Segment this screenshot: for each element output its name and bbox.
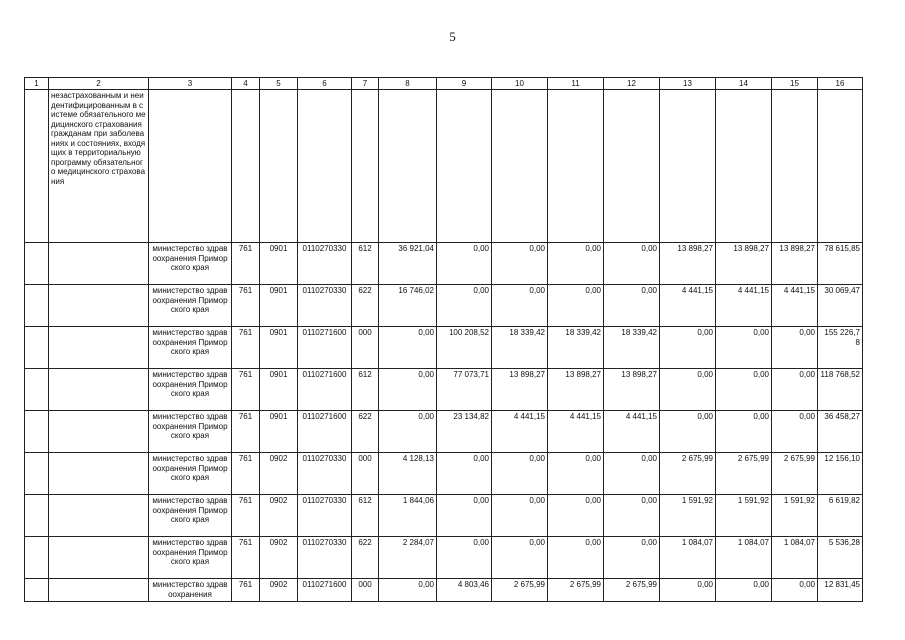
amount-cell: 77 073,71 xyxy=(437,369,492,411)
amount-cell: 16 746,02 xyxy=(379,285,437,327)
amount-cell: 4 441,15 xyxy=(660,285,716,327)
empty-cell xyxy=(49,579,149,602)
amount-cell: 0,00 xyxy=(379,369,437,411)
header-cell: 8 xyxy=(379,78,437,90)
empty-cell xyxy=(260,90,298,243)
header-cell: 2 xyxy=(49,78,149,90)
table-row xyxy=(25,495,863,537)
amount-cell: 2 675,99 xyxy=(548,579,604,602)
header-cell: 14 xyxy=(716,78,772,90)
amount-cell: 0,00 xyxy=(604,453,660,495)
description-cell: незастрахованным и неидентифицированным в системе обязательного медицинского страхования гражданам при заболеваниях и состояниях, входящих в территориальную программу обязательного медицинского страхования xyxy=(49,90,149,243)
section-code-cell: 0901 xyxy=(260,243,298,285)
header-cell: 5 xyxy=(260,78,298,90)
empty-cell xyxy=(716,90,772,243)
header-cell: 9 xyxy=(437,78,492,90)
total-cell: 155 226,78 xyxy=(818,327,863,369)
empty-cell xyxy=(25,327,49,369)
organization-cell: министерство здравоохранения Приморского края xyxy=(149,537,232,579)
expense-type-cell: 612 xyxy=(352,495,379,537)
expense-type-cell: 000 xyxy=(352,579,379,602)
amount-cell: 0,00 xyxy=(437,495,492,537)
empty-cell xyxy=(772,90,818,243)
target-article-cell: 0110271600 xyxy=(298,327,352,369)
header-cell: 3 xyxy=(149,78,232,90)
amount-cell: 36 921,04 xyxy=(379,243,437,285)
empty-cell xyxy=(25,537,49,579)
empty-cell xyxy=(25,369,49,411)
empty-cell xyxy=(352,90,379,243)
amount-cell: 0,00 xyxy=(604,243,660,285)
amount-cell: 0,00 xyxy=(548,453,604,495)
amount-cell: 13 898,27 xyxy=(604,369,660,411)
target-article-cell: 0110271600 xyxy=(298,369,352,411)
empty-cell xyxy=(49,495,149,537)
amount-cell: 4 128,13 xyxy=(379,453,437,495)
chapter-code-cell: 761 xyxy=(232,411,260,453)
header-cell: 16 xyxy=(818,78,863,90)
amount-cell: 0,00 xyxy=(660,579,716,602)
table-row xyxy=(25,579,863,602)
total-cell: 12 156,10 xyxy=(818,453,863,495)
section-code-cell: 0902 xyxy=(260,495,298,537)
amount-cell: 18 339,42 xyxy=(604,327,660,369)
empty-cell xyxy=(49,537,149,579)
table-row xyxy=(25,537,863,579)
expense-type-cell: 612 xyxy=(352,369,379,411)
amount-cell: 100 208,52 xyxy=(437,327,492,369)
empty-cell xyxy=(437,90,492,243)
empty-cell xyxy=(49,285,149,327)
chapter-code-cell: 761 xyxy=(232,495,260,537)
amount-cell: 4 441,15 xyxy=(548,411,604,453)
target-article-cell: 0110270330 xyxy=(298,495,352,537)
amount-cell: 0,00 xyxy=(716,327,772,369)
section-code-cell: 0902 xyxy=(260,453,298,495)
total-cell: 5 536,28 xyxy=(818,537,863,579)
amount-cell: 4 441,15 xyxy=(604,411,660,453)
target-article-cell: 0110270330 xyxy=(298,537,352,579)
empty-cell xyxy=(379,90,437,243)
amount-cell: 0,00 xyxy=(492,453,548,495)
empty-cell xyxy=(49,369,149,411)
amount-cell: 0,00 xyxy=(660,411,716,453)
section-code-cell: 0901 xyxy=(260,327,298,369)
table-row xyxy=(25,453,863,495)
amount-cell: 0,00 xyxy=(772,327,818,369)
section-code-cell: 0902 xyxy=(260,537,298,579)
empty-cell xyxy=(49,327,149,369)
empty-cell xyxy=(25,285,49,327)
header-cell: 10 xyxy=(492,78,548,90)
amount-cell: 1 591,92 xyxy=(660,495,716,537)
empty-cell xyxy=(232,90,260,243)
total-cell: 36 458,27 xyxy=(818,411,863,453)
expense-type-cell: 000 xyxy=(352,453,379,495)
header-cell: 15 xyxy=(772,78,818,90)
amount-cell: 0,00 xyxy=(548,285,604,327)
expense-type-cell: 612 xyxy=(352,243,379,285)
amount-cell: 0,00 xyxy=(379,579,437,602)
amount-cell: 0,00 xyxy=(437,243,492,285)
amount-cell: 1 084,07 xyxy=(716,537,772,579)
amount-cell: 0,00 xyxy=(437,453,492,495)
amount-cell: 0,00 xyxy=(492,495,548,537)
chapter-code-cell: 761 xyxy=(232,579,260,602)
amount-cell: 1 591,92 xyxy=(716,495,772,537)
amount-cell: 18 339,42 xyxy=(492,327,548,369)
section-code-cell: 0901 xyxy=(260,411,298,453)
expense-type-cell: 622 xyxy=(352,411,379,453)
empty-cell xyxy=(25,90,49,243)
table-row xyxy=(25,243,863,285)
target-article-cell: 0110270330 xyxy=(298,243,352,285)
empty-cell xyxy=(660,90,716,243)
amount-cell: 2 675,99 xyxy=(492,579,548,602)
expense-type-cell: 622 xyxy=(352,537,379,579)
amount-cell: 13 898,27 xyxy=(548,369,604,411)
amount-cell: 18 339,42 xyxy=(548,327,604,369)
chapter-code-cell: 761 xyxy=(232,453,260,495)
amount-cell: 0,00 xyxy=(716,411,772,453)
amount-cell: 0,00 xyxy=(492,537,548,579)
empty-cell xyxy=(149,90,232,243)
table-row xyxy=(25,411,863,453)
amount-cell: 2 284,07 xyxy=(379,537,437,579)
header-cell: 13 xyxy=(660,78,716,90)
header-cell: 6 xyxy=(298,78,352,90)
amount-cell: 0,00 xyxy=(548,243,604,285)
empty-cell xyxy=(49,243,149,285)
budget-table xyxy=(24,77,863,602)
total-cell: 118 768,52 xyxy=(818,369,863,411)
amount-cell: 2 675,99 xyxy=(716,453,772,495)
target-article-cell: 0110270330 xyxy=(298,285,352,327)
empty-cell xyxy=(25,243,49,285)
table-row xyxy=(25,327,863,369)
amount-cell: 1 591,92 xyxy=(772,495,818,537)
amount-cell: 0,00 xyxy=(660,327,716,369)
amount-cell: 0,00 xyxy=(492,285,548,327)
total-cell: 30 069,47 xyxy=(818,285,863,327)
header-cell: 12 xyxy=(604,78,660,90)
empty-cell xyxy=(25,453,49,495)
amount-cell: 2 675,99 xyxy=(604,579,660,602)
empty-cell xyxy=(548,90,604,243)
amount-cell: 0,00 xyxy=(437,285,492,327)
table-row xyxy=(25,285,863,327)
empty-cell xyxy=(25,411,49,453)
organization-cell: министерство здравоохранения Приморского края xyxy=(149,453,232,495)
amount-cell: 0,00 xyxy=(604,285,660,327)
target-article-cell: 0110270330 xyxy=(298,453,352,495)
empty-cell xyxy=(604,90,660,243)
page-number: 5 xyxy=(449,29,456,44)
organization-cell: министерство здравоохранения xyxy=(149,579,232,602)
header-cell: 1 xyxy=(25,78,49,90)
chapter-code-cell: 761 xyxy=(232,327,260,369)
header-row xyxy=(25,78,863,90)
empty-cell xyxy=(25,579,49,602)
section-code-cell: 0901 xyxy=(260,285,298,327)
total-cell: 78 615,85 xyxy=(818,243,863,285)
organization-cell: министерство здравоохранения Приморского края xyxy=(149,243,232,285)
amount-cell: 1 084,07 xyxy=(772,537,818,579)
amount-cell: 0,00 xyxy=(716,369,772,411)
amount-cell: 13 898,27 xyxy=(772,243,818,285)
organization-cell: министерство здравоохранения Приморского края xyxy=(149,495,232,537)
amount-cell: 4 441,15 xyxy=(716,285,772,327)
chapter-code-cell: 761 xyxy=(232,243,260,285)
total-cell: 6 619,82 xyxy=(818,495,863,537)
empty-cell xyxy=(298,90,352,243)
chapter-code-cell: 761 xyxy=(232,285,260,327)
header-cell: 4 xyxy=(232,78,260,90)
amount-cell: 2 675,99 xyxy=(772,453,818,495)
amount-cell: 4 441,15 xyxy=(492,411,548,453)
empty-cell xyxy=(49,453,149,495)
header-cell: 7 xyxy=(352,78,379,90)
amount-cell: 0,00 xyxy=(772,369,818,411)
section-code-cell: 0901 xyxy=(260,369,298,411)
amount-cell: 0,00 xyxy=(772,411,818,453)
chapter-code-cell: 761 xyxy=(232,537,260,579)
total-cell: 12 831,45 xyxy=(818,579,863,602)
empty-cell xyxy=(492,90,548,243)
amount-cell: 0,00 xyxy=(604,495,660,537)
amount-cell: 0,00 xyxy=(716,579,772,602)
empty-cell xyxy=(49,411,149,453)
amount-cell: 2 675,99 xyxy=(660,453,716,495)
organization-cell: министерство здравоохранения Приморского края xyxy=(149,285,232,327)
amount-cell: 0,00 xyxy=(492,243,548,285)
amount-cell: 13 898,27 xyxy=(716,243,772,285)
amount-cell: 0,00 xyxy=(437,537,492,579)
description-row xyxy=(25,90,863,243)
amount-cell: 23 134,82 xyxy=(437,411,492,453)
header-cell: 11 xyxy=(548,78,604,90)
amount-cell: 0,00 xyxy=(660,369,716,411)
amount-cell: 13 898,27 xyxy=(660,243,716,285)
amount-cell: 13 898,27 xyxy=(492,369,548,411)
amount-cell: 4 441,15 xyxy=(772,285,818,327)
amount-cell: 0,00 xyxy=(548,495,604,537)
amount-cell: 4 803,46 xyxy=(437,579,492,602)
empty-cell xyxy=(818,90,863,243)
amount-cell: 0,00 xyxy=(604,537,660,579)
amount-cell: 0,00 xyxy=(772,579,818,602)
chapter-code-cell: 761 xyxy=(232,369,260,411)
organization-cell: министерство здравоохранения Приморского края xyxy=(149,411,232,453)
amount-cell: 1 844,06 xyxy=(379,495,437,537)
amount-cell: 0,00 xyxy=(548,537,604,579)
table-row xyxy=(25,369,863,411)
target-article-cell: 0110271600 xyxy=(298,411,352,453)
amount-cell: 0,00 xyxy=(379,411,437,453)
amount-cell: 1 084,07 xyxy=(660,537,716,579)
expense-type-cell: 000 xyxy=(352,327,379,369)
organization-cell: министерство здравоохранения Приморского края xyxy=(149,327,232,369)
expense-type-cell: 622 xyxy=(352,285,379,327)
target-article-cell: 0110271600 xyxy=(298,579,352,602)
organization-cell: министерство здравоохранения Приморского края xyxy=(149,369,232,411)
amount-cell: 0,00 xyxy=(379,327,437,369)
empty-cell xyxy=(25,495,49,537)
section-code-cell: 0902 xyxy=(260,579,298,602)
